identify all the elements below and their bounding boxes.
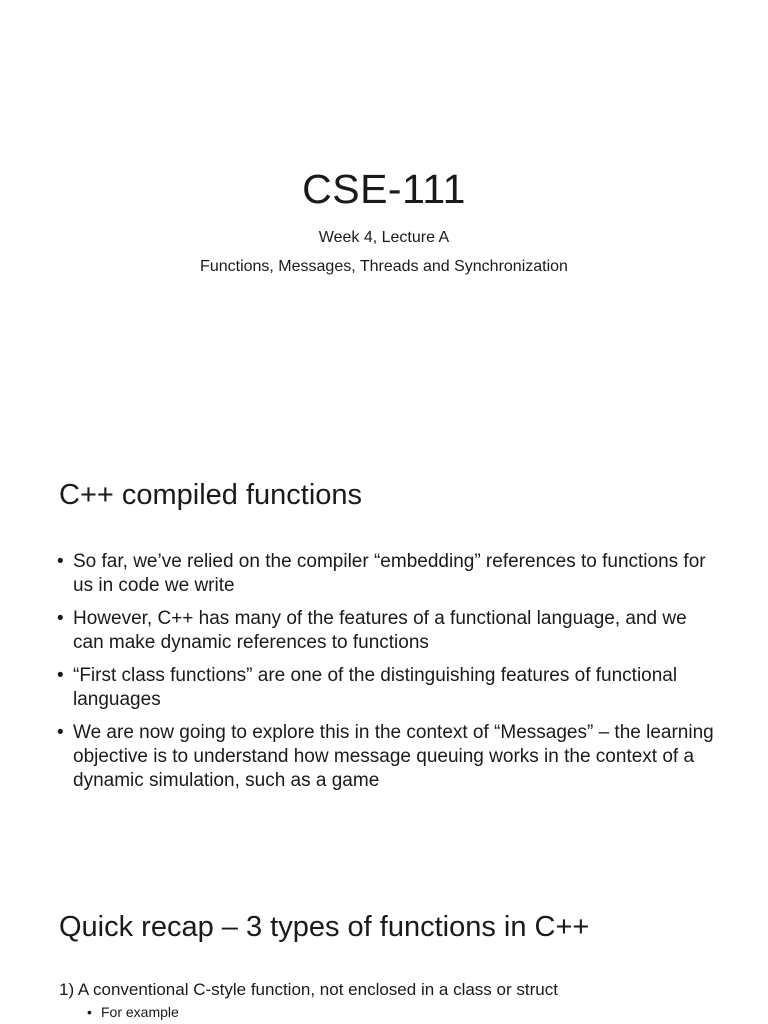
slide-subtitle-week: Week 4, Lecture A xyxy=(318,229,450,246)
bullet-item: • However, C++ has many of the features of a functional language, and we can make dynamic references to functions xyxy=(57,607,717,655)
bullet-item: • We are now going to explore this in the context of “Messages” – the learning objective is to understand how message queuing works in the context of a dynamic simulation, such as a game xyxy=(57,721,717,793)
bullet-list xyxy=(57,550,717,802)
bullet-item: • “First class functions” are one of the distinguishing features of functional languages xyxy=(57,664,717,712)
title-slide xyxy=(0,0,768,432)
slide-heading: Quick recap – 3 types of functions in C++ xyxy=(59,911,590,943)
sub-bullet-item: • For example xyxy=(87,1004,179,1020)
slide-heading: C++ compiled functions xyxy=(59,479,363,511)
slide-title: CSE-111 xyxy=(302,166,466,212)
content-slide-compiled-functions xyxy=(0,432,768,864)
bullet-item: • So far, we’ve relied on the compiler “embedding” references to functions for us in code we write xyxy=(57,550,717,598)
content-slide-function-types xyxy=(0,864,768,1024)
slide-subtitle-topic: Functions, Messages, Threads and Synchronization xyxy=(200,258,568,275)
numbered-item: 1) A conventional C-style function, not enclosed in a class or struct xyxy=(59,980,558,999)
